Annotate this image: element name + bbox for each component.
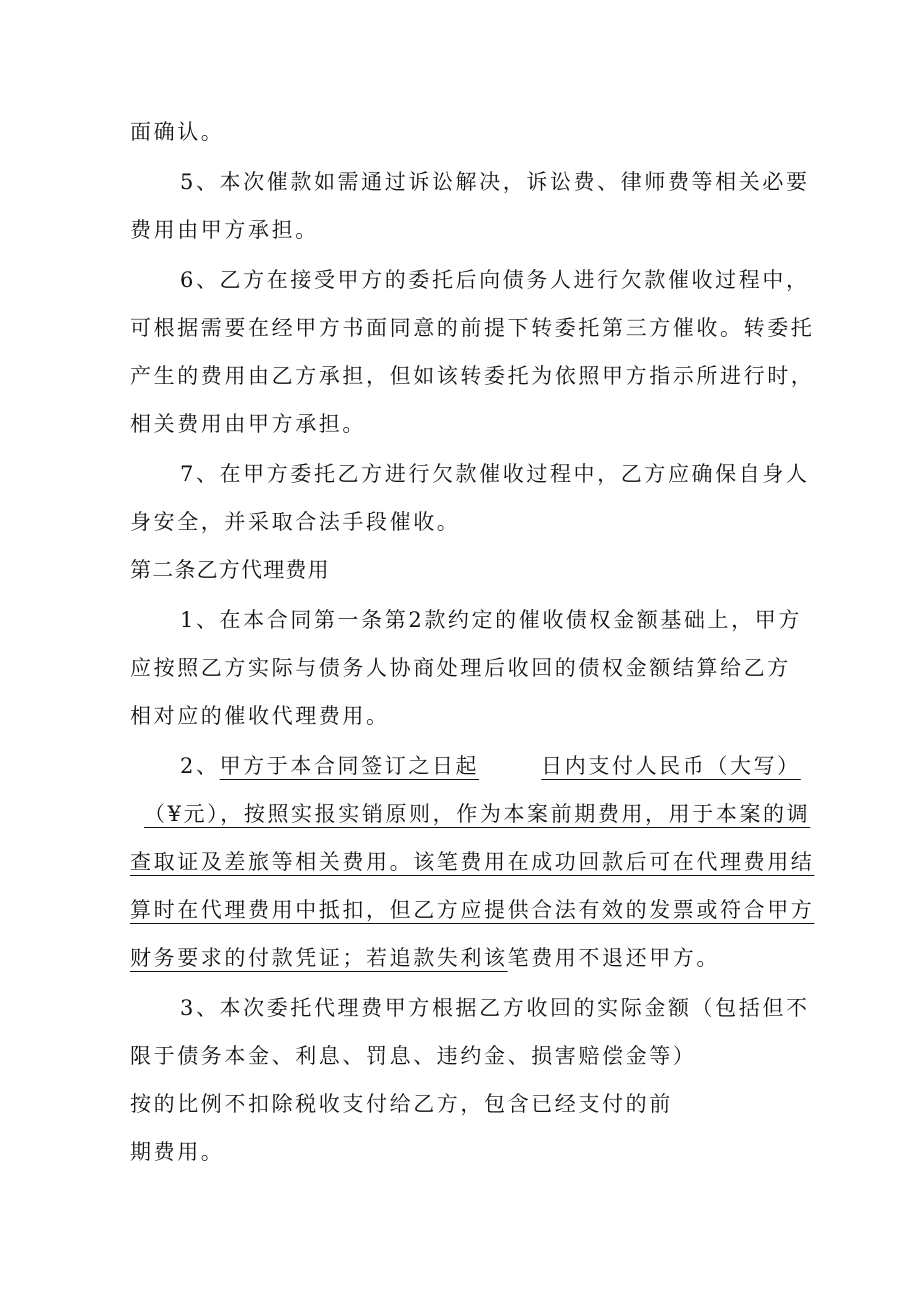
underlined-text — [130, 802, 810, 826]
paragraph-line: 7、在甲方委托乙方进行欠款催收过程中，乙方应确保自身人 — [180, 462, 810, 486]
underlined-segment: 甲方于本合同签订之日起 — [219, 754, 480, 778]
underlined-text: 查取证及差旅等相关费用。该笔费用在成功回款后可在代理费用结 — [130, 850, 815, 874]
paragraph-line: 限于债务本金、利息、罚息、违约金、损害赔偿金等） — [130, 1044, 697, 1068]
paragraph-line: 可根据需要在经甲方书面同意的前提下转委托第三方催收。转委托 — [130, 316, 815, 340]
paragraph-line: 费用由甲方承担。 — [130, 218, 319, 242]
paragraph-line — [130, 896, 815, 924]
underlined-text: 财务要求的付款凭证；若追款失利该 — [130, 946, 508, 970]
clause-number: 2、 — [180, 754, 220, 778]
paragraph-line — [130, 848, 815, 876]
paragraph-line: 1、在本合同第一条第2款约定的催收债权金额基础上，甲方 — [180, 608, 802, 632]
underlined-text: 算时在代理费用中抵扣，但乙方应提供合法有效的发票或符合甲方 — [130, 898, 815, 922]
paragraph-line — [130, 800, 811, 828]
underlined-segment: （¥元），按照实报实销原则，作为本案前期费用，用于本案的调 — [144, 802, 811, 826]
plain-text: 笔费用不退还甲方。 — [507, 946, 721, 970]
paragraph-line: 5、本次催款如需通过诉讼解决，诉讼费、律师费等相关必要 — [180, 170, 810, 194]
paragraph-line: 相对应的催收代理费用。 — [130, 704, 390, 728]
paragraph-line: 身安全，并采取合法手段催收。 — [130, 510, 461, 534]
paragraph-line — [130, 944, 800, 972]
paragraph-line: 3、本次委托代理费甲方根据乙方收回的实际金额（包括但不 — [180, 996, 810, 1020]
section-heading: 第二条乙方代理费用 — [130, 558, 330, 582]
paragraph-line: 面确认。 — [130, 120, 225, 144]
paragraph-line: 产生的费用由乙方承担，但如该转委托为依照甲方指示所进行时， — [130, 364, 815, 388]
paragraph-line: 期费用。 — [130, 1140, 225, 1164]
underlined-text — [220, 754, 801, 778]
paragraph-line: 按的比例不扣除税收支付给乙方，包含已经支付的前 — [130, 1092, 673, 1116]
paragraph-line — [180, 752, 800, 780]
paragraph-line: 6、乙方在接受甲方的委托后向债务人进行欠款催收过程中， — [180, 268, 810, 292]
paragraph-line: 相关费用由甲方承担。 — [130, 412, 366, 436]
underlined-segment: 日内支付人民币（大写） — [541, 754, 801, 778]
paragraph-line: 应按照乙方实际与债务人协商处理后收回的债权金额结算给乙方 — [130, 656, 791, 680]
